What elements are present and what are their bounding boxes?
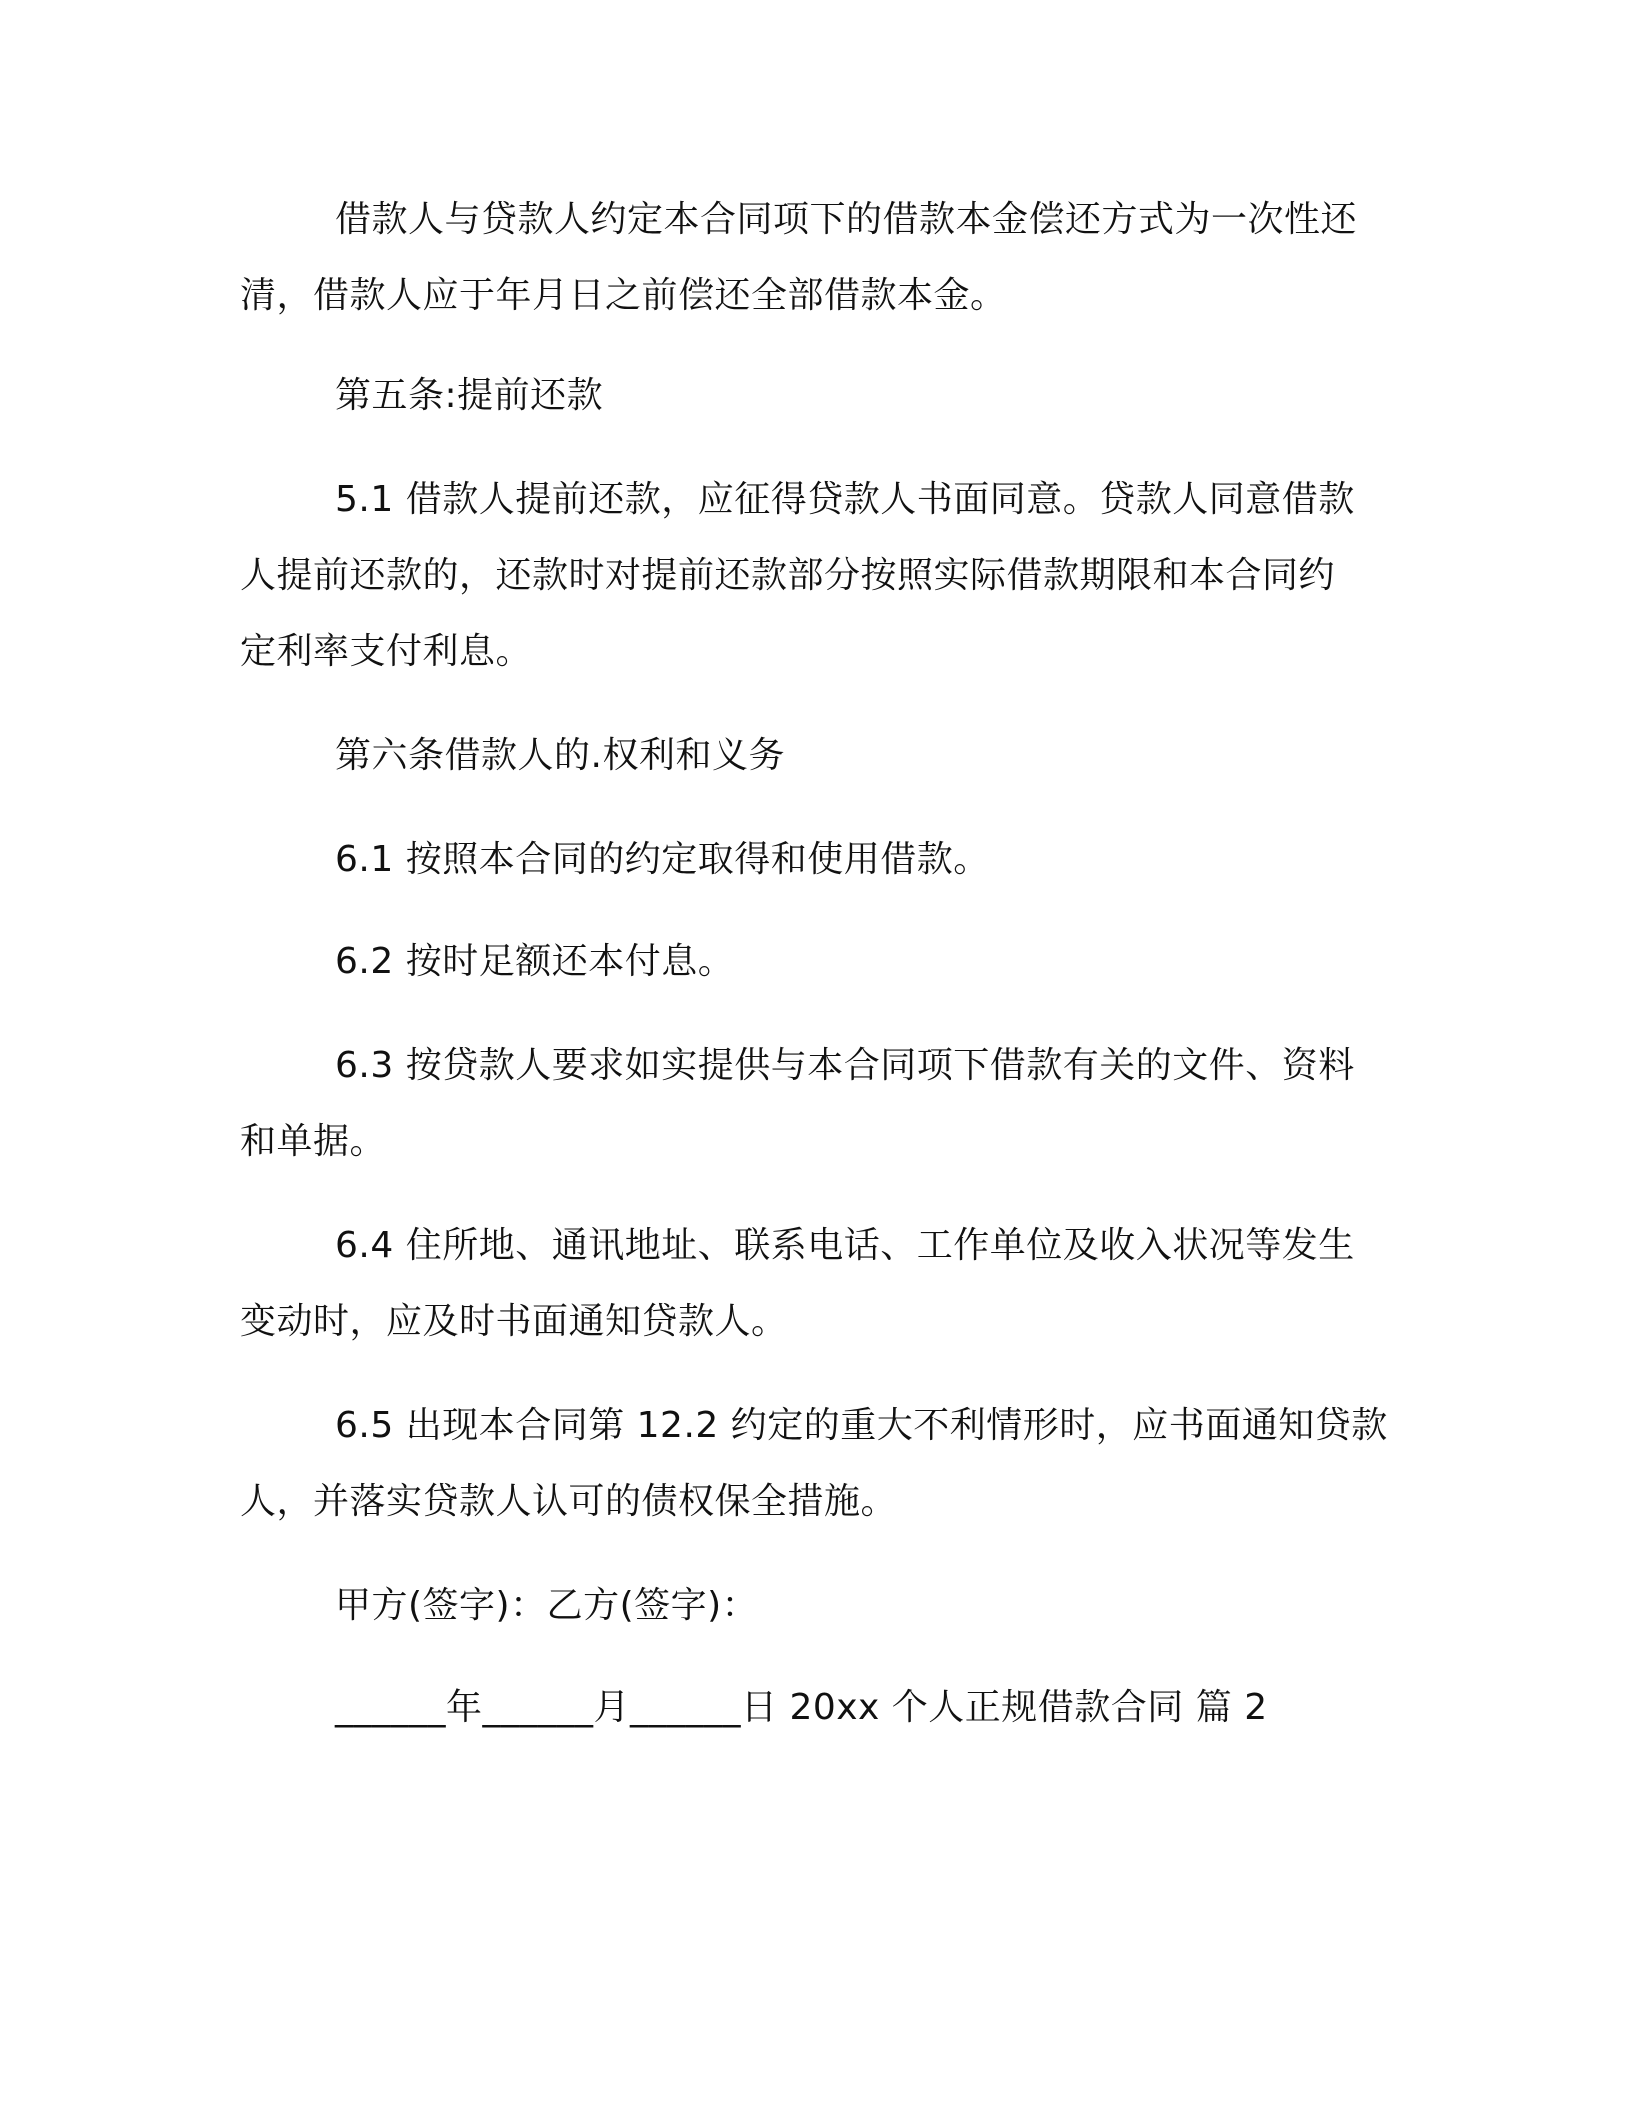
article-6-heading: 第六条借款人的.权利和义务 (335, 735, 785, 776)
clause-5-1-line-2: 人提前还款的，还款时对提前还款部分按照实际借款期限和本合同约 (240, 555, 1336, 596)
clause-6-2: 6.2 按时足额还本付息。 (335, 941, 735, 982)
signature-line: 甲方(签字)：乙方(签字)： (335, 1585, 759, 1626)
article-5-heading: 第五条:提前还款 (335, 375, 604, 416)
clause-6-5-line-1: 6.5 出现本合同第 12.2 约定的重大不利情形时，应书面通知贷款 (335, 1405, 1388, 1446)
paragraph-repayment-line-2: 清，借款人应于年月日之前偿还全部借款本金。 (240, 275, 1007, 316)
clause-6-3-line-2: 和单据。 (240, 1121, 387, 1162)
clause-5-1-line-1: 5.1 借款人提前还款，应征得贷款人书面同意。贷款人同意借款 (335, 479, 1355, 520)
clause-6-4-line-1: 6.4 住所地、通讯地址、联系电话、工作单位及收入状况等发生 (335, 1225, 1355, 1266)
clause-6-1: 6.1 按照本合同的约定取得和使用借款。 (335, 839, 990, 880)
date-and-next-title-line: ______年______月______日 20xx 个人正规借款合同 篇 2 (335, 1687, 1268, 1728)
clause-6-4-line-2: 变动时，应及时书面通知贷款人。 (240, 1301, 788, 1342)
clause-6-3-line-1: 6.3 按贷款人要求如实提供与本合同项下借款有关的文件、资料 (335, 1045, 1355, 1086)
paragraph-repayment-line-1: 借款人与贷款人约定本合同项下的借款本金偿还方式为一次性还 (335, 199, 1358, 240)
clause-5-1-line-3: 定利率支付利息。 (240, 631, 533, 672)
clause-6-5-line-2: 人，并落实贷款人认可的债权保全措施。 (240, 1481, 898, 1522)
